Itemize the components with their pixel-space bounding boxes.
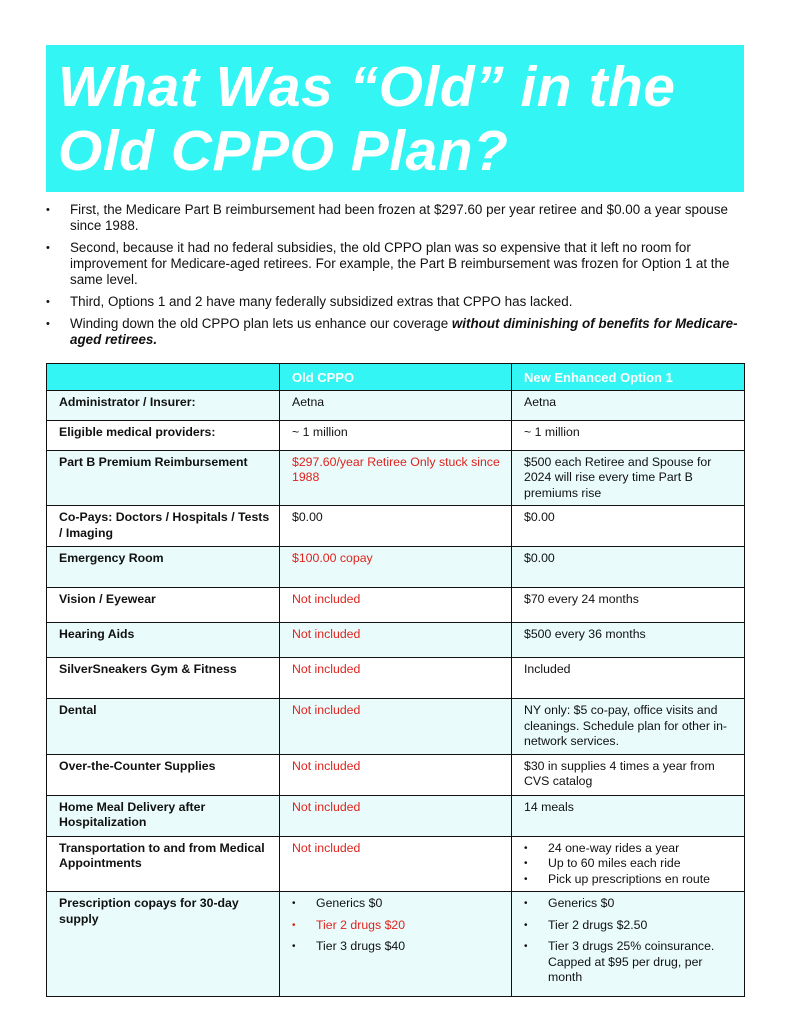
old-cppo-cell: $0.00: [280, 506, 512, 547]
row-label: Home Meal Delivery after Hospitalization: [47, 795, 280, 836]
new-option-cell: [512, 836, 745, 892]
intro-bullet-2: • Second, because it had no federal subsidies, the old CPPO plan was so expensive that it left no room for improvement for Medicare-aged retirees. For example, the Part B reimbursement was frozen for Option 1 at the same level.: [46, 240, 746, 288]
table-row: [47, 754, 745, 795]
old-cppo-cell: Not included: [280, 658, 512, 699]
header-old-cppo: Old CPPO: [280, 364, 512, 391]
new-option-cell: $70 every 24 months: [512, 588, 745, 623]
row-label: Co-Pays: Doctors / Hospitals / Tests / Imaging: [47, 506, 280, 547]
old-prescription-list: [292, 896, 502, 955]
new-option-cell: [512, 892, 745, 997]
row-label: Emergency Room: [47, 547, 280, 588]
list-item: • Up to 60 miles each ride: [524, 856, 735, 872]
row-label: Prescription copays for 30-day supply: [47, 892, 280, 997]
new-option-cell: $500 each Retiree and Spouse for 2024 will rise every time Part B premiums rise: [512, 450, 745, 506]
header-new-option-1: New Enhanced Option 1: [512, 364, 745, 391]
old-cppo-cell: [280, 892, 512, 997]
title-banner: [46, 45, 744, 192]
table-row: [47, 623, 745, 658]
intro-bullet-list: [46, 202, 746, 354]
page-title: What Was “Old” in the Old CPPO Plan?: [58, 55, 676, 183]
table-row: [47, 420, 745, 450]
table-row: [47, 795, 745, 836]
new-prescription-list: [524, 896, 735, 986]
row-label: Vision / Eyewear: [47, 588, 280, 623]
new-option-cell: 14 meals: [512, 795, 745, 836]
old-cppo-cell: Not included: [280, 795, 512, 836]
new-option-cell: $500 every 36 months: [512, 623, 745, 658]
row-label: Administrator / Insurer:: [47, 390, 280, 420]
table-row: [47, 588, 745, 623]
intro-bullet-4: [46, 316, 746, 348]
row-label: SilverSneakers Gym & Fitness: [47, 658, 280, 699]
old-cppo-cell: Not included: [280, 623, 512, 658]
row-label: Hearing Aids: [47, 623, 280, 658]
transportation-benefit-list: [524, 841, 735, 888]
row-label: Eligible medical providers:: [47, 420, 280, 450]
intro-bullet-4-text: Winding down the old CPPO plan lets us enhance our coverage: [70, 316, 452, 331]
list-item: • Tier 3 drugs 25% coinsurance. Capped at $95 per drug, per month: [524, 939, 735, 986]
row-label: Part B Premium Reimbursement: [47, 450, 280, 506]
comparison-table: [46, 363, 745, 997]
list-item: • Generics $0: [524, 896, 735, 912]
table-row: [47, 506, 745, 547]
old-cppo-cell: ~ 1 million: [280, 420, 512, 450]
table-row: [47, 658, 745, 699]
old-cppo-cell: Not included: [280, 699, 512, 755]
table-row: [47, 699, 745, 755]
table-row: [47, 836, 745, 892]
old-cppo-cell: Not included: [280, 836, 512, 892]
new-option-cell: $30 in supplies 4 times a year from CVS catalog: [512, 754, 745, 795]
list-item: • Tier 3 drugs $40: [292, 939, 502, 955]
list-item: • Generics $0: [292, 896, 502, 912]
new-option-cell: NY only: $5 co-pay, office visits and cleanings. Schedule plan for other in-network services.: [512, 699, 745, 755]
new-option-cell: $0.00: [512, 506, 745, 547]
new-option-cell: ~ 1 million: [512, 420, 745, 450]
table-header-row: [47, 364, 745, 391]
intro-bullet-4-emphasis: without diminishing of benefits for Medicare-aged retirees.: [70, 316, 738, 347]
list-item: • Pick up prescriptions en route: [524, 872, 735, 888]
list-item: • 24 one-way rides a year: [524, 841, 735, 857]
old-cppo-cell: Not included: [280, 588, 512, 623]
new-option-cell: $0.00: [512, 547, 745, 588]
header-blank: [47, 364, 280, 391]
list-item: • Tier 2 drugs $2.50: [524, 918, 735, 934]
list-item: • Tier 2 drugs $20: [292, 918, 502, 934]
row-label: Dental: [47, 699, 280, 755]
intro-bullet-3: • Third, Options 1 and 2 have many federally subsidized extras that CPPO has lacked.: [46, 294, 746, 310]
old-cppo-cell: $297.60/year Retiree Only stuck since 1988: [280, 450, 512, 506]
table-row: [47, 547, 745, 588]
new-option-cell: Aetna: [512, 390, 745, 420]
table-row: [47, 892, 745, 997]
row-label: Over-the-Counter Supplies: [47, 754, 280, 795]
old-cppo-cell: $100.00 copay: [280, 547, 512, 588]
row-label: Transportation to and from Medical Appointments: [47, 836, 280, 892]
old-cppo-cell: Not included: [280, 754, 512, 795]
intro-bullet-1: • First, the Medicare Part B reimbursement had been frozen at $297.60 per year retiree and $0.00 a year spouse since 1988.: [46, 202, 746, 234]
table-row: [47, 450, 745, 506]
table-row: [47, 390, 745, 420]
old-cppo-cell: Aetna: [280, 390, 512, 420]
new-option-cell: Included: [512, 658, 745, 699]
